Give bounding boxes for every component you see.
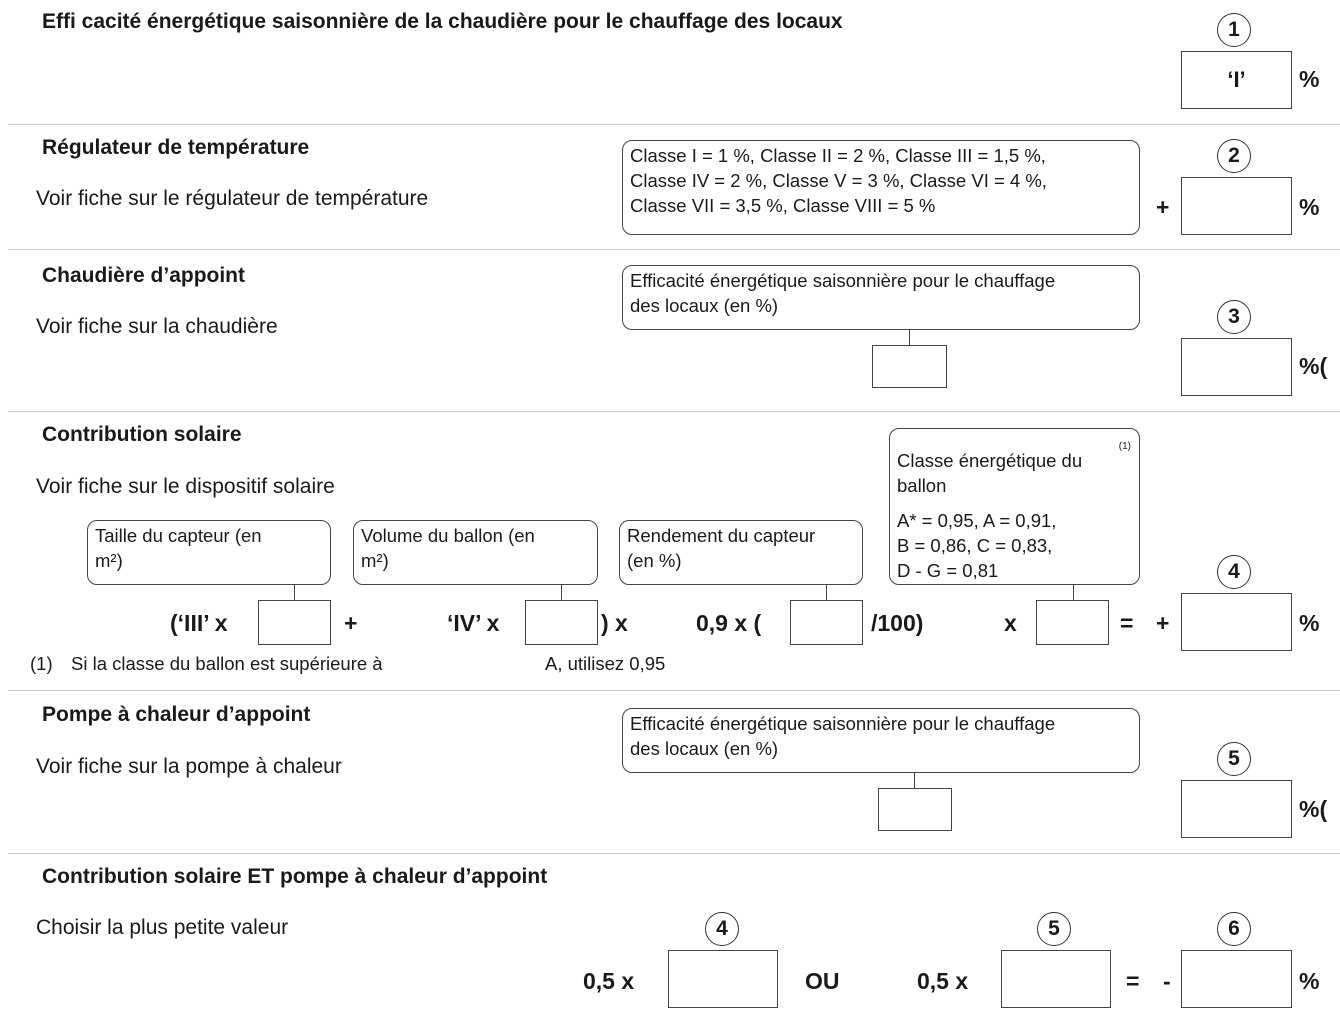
regulator-class-callout bbox=[622, 140, 1140, 235]
backup-boiler-value-field[interactable] bbox=[1181, 338, 1292, 396]
plus-operator: + bbox=[1156, 194, 1170, 220]
solar-and-heat-pump-title: Contribution solaire ET pompe à chaleur d’appoint bbox=[42, 865, 548, 888]
formula-iv: ‘IV’ x bbox=[447, 610, 500, 636]
formula-close: ) x bbox=[601, 610, 628, 636]
callout-line: Classe IV = 2 %, Classe V = 3 %, Classe VI = 4 %, bbox=[630, 170, 1047, 191]
boiler-efficiency-callout bbox=[622, 265, 1140, 330]
heat-pump-half-value-field[interactable] bbox=[1001, 950, 1111, 1008]
step-1-marker: 1 bbox=[1217, 13, 1251, 47]
callout-connector bbox=[561, 585, 562, 600]
tank-volume-callout bbox=[353, 520, 598, 585]
solar-and-heat-pump-instruction: Choisir la plus petite valeur bbox=[36, 916, 289, 939]
step-4-marker: 4 bbox=[1217, 555, 1251, 589]
solar-contribution-value-field[interactable] bbox=[1181, 593, 1292, 651]
callout-line: Classe énergétique du bbox=[897, 450, 1083, 471]
section-divider bbox=[8, 690, 1340, 691]
callout-line: m²) bbox=[361, 550, 389, 571]
callout-line: des locaux (en %) bbox=[630, 738, 779, 759]
percent-unit: % bbox=[1299, 968, 1320, 994]
callout-connector bbox=[826, 585, 827, 600]
callout-line: Volume du ballon (en bbox=[361, 525, 535, 546]
tank-class-callout bbox=[889, 428, 1140, 585]
combined-min-value-field[interactable] bbox=[1181, 950, 1292, 1008]
formula-factor: 0,9 x ( bbox=[696, 610, 762, 636]
callout-connector bbox=[909, 330, 910, 345]
heat-pump-efficiency-callout bbox=[622, 708, 1140, 773]
callout-line: (en %) bbox=[627, 550, 682, 571]
heat-pump-value-field[interactable] bbox=[1181, 780, 1292, 838]
footnote-text-end: A, utilisez 0,95 bbox=[545, 653, 666, 674]
collector-efficiency-input[interactable] bbox=[790, 600, 863, 645]
collector-efficiency-callout bbox=[619, 520, 863, 585]
step-3-marker: 3 bbox=[1217, 300, 1251, 334]
regulator-value-field[interactable] bbox=[1181, 177, 1292, 235]
backup-boiler-efficiency-input[interactable] bbox=[872, 345, 947, 388]
temperature-regulator-instruction: Voir fiche sur le régulateur de température bbox=[36, 187, 429, 210]
step-2-marker: 2 bbox=[1217, 139, 1251, 173]
boiler-efficiency-title: Effi cacité énergétique saisonnière de la chaudière pour le chauffage des locaux bbox=[42, 10, 843, 33]
collector-size-input[interactable] bbox=[258, 600, 331, 645]
callout-line: A* = 0,95, A = 0,91, bbox=[897, 510, 1057, 531]
callout-line: m²) bbox=[95, 550, 123, 571]
section-divider bbox=[8, 411, 1340, 412]
callout-line: Classe I = 1 %, Classe II = 2 %, Classe III = 1,5 %, bbox=[630, 145, 1046, 166]
multiply-operator: x bbox=[1004, 610, 1017, 636]
callout-line: des locaux (en %) bbox=[630, 295, 779, 316]
footnote-marker: (1) bbox=[30, 653, 53, 674]
callout-connector bbox=[1073, 585, 1074, 600]
section-divider bbox=[8, 249, 1340, 250]
collector-size-callout bbox=[87, 520, 331, 585]
backup-heat-pump-title: Pompe à chaleur d’appoint bbox=[42, 703, 311, 726]
solar-contribution-title: Contribution solaire bbox=[42, 423, 242, 446]
percent-unit: %( bbox=[1299, 353, 1328, 379]
step-6-marker: 6 bbox=[1217, 912, 1251, 946]
callout-connector bbox=[294, 585, 295, 600]
solar-half-value-field[interactable] bbox=[668, 950, 778, 1008]
percent-unit: % bbox=[1299, 194, 1320, 220]
callout-line: B = 0,86, C = 0,83, bbox=[897, 535, 1053, 556]
callout-line: Efficacité énergétique saisonnière pour le chauffage bbox=[630, 713, 1056, 734]
tank-class-input[interactable] bbox=[1036, 600, 1109, 645]
backup-boiler-title: Chaudière d’appoint bbox=[42, 264, 246, 287]
half-factor-left: 0,5 x bbox=[583, 968, 635, 994]
callout-line: Efficacité énergétique saisonnière pour le chauffage bbox=[630, 270, 1056, 291]
plus-operator: + bbox=[1156, 610, 1170, 636]
section-divider bbox=[8, 853, 1340, 854]
step-5-reference-marker: 5 bbox=[1037, 912, 1071, 946]
formula-open: (‘III’ x bbox=[170, 610, 228, 636]
percent-unit: % bbox=[1299, 610, 1320, 636]
plus-operator: + bbox=[344, 610, 358, 636]
step-5-marker: 5 bbox=[1217, 742, 1251, 776]
percent-unit: % bbox=[1299, 66, 1320, 92]
tank-volume-input[interactable] bbox=[525, 600, 598, 645]
callout-line: D - G = 0,81 bbox=[897, 560, 999, 581]
backup-boiler-instruction: Voir fiche sur la chaudière bbox=[36, 315, 278, 338]
percent-unit: %( bbox=[1299, 796, 1328, 822]
equals-operator: = bbox=[1120, 610, 1134, 636]
footnote-text: Si la classe du ballon est supérieure à bbox=[71, 653, 383, 674]
callout-line: ballon bbox=[897, 475, 947, 496]
temperature-regulator-title: Régulateur de température bbox=[42, 136, 310, 159]
backup-heat-pump-instruction: Voir fiche sur la pompe à chaleur bbox=[36, 755, 342, 778]
callout-line: Rendement du capteur bbox=[627, 525, 816, 546]
minus-operator: - bbox=[1163, 968, 1171, 994]
step-4-reference-marker: 4 bbox=[705, 912, 739, 946]
callout-line: Taille du capteur (en bbox=[95, 525, 262, 546]
or-label: OU bbox=[805, 968, 840, 994]
footnote-reference: (1) bbox=[1118, 441, 1131, 452]
formula-divide: /100) bbox=[871, 610, 924, 636]
section-divider bbox=[8, 124, 1340, 125]
boiler-efficiency-field[interactable]: ‘I’ bbox=[1181, 51, 1292, 109]
half-factor-right: 0,5 x bbox=[917, 968, 969, 994]
solar-contribution-instruction: Voir fiche sur le dispositif solaire bbox=[36, 475, 335, 498]
callout-connector bbox=[914, 773, 915, 788]
heat-pump-efficiency-input[interactable] bbox=[878, 788, 952, 831]
equals-operator: = bbox=[1126, 968, 1140, 994]
callout-line: Classe VII = 3,5 %, Classe VIII = 5 % bbox=[630, 195, 936, 216]
